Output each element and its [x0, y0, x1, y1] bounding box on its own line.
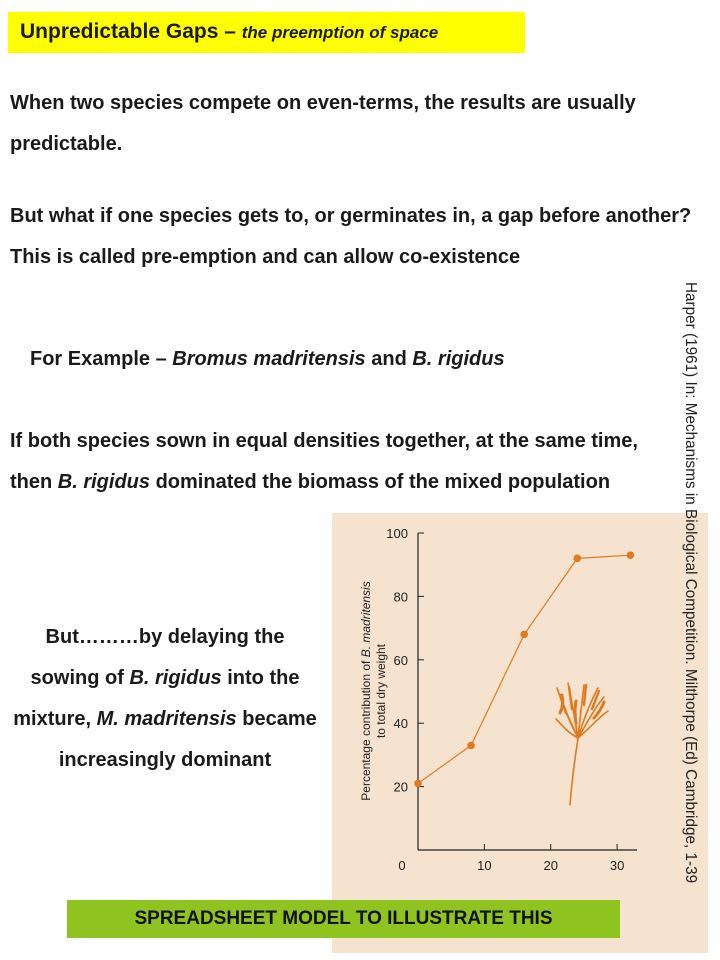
- dominance-chart: [332, 513, 708, 953]
- paragraph-predictable: When two species compete on even-terms, the results are usually predictable.: [10, 92, 636, 155]
- paragraph-equal-densities: [10, 421, 670, 503]
- x-tick-label: 30: [609, 858, 625, 873]
- example-species-1: Bromus madritensis: [172, 348, 366, 370]
- example-line: [30, 348, 505, 371]
- p3-before: If both species sown in equal densities together, at the same time, then: [10, 430, 638, 493]
- data-point: [414, 780, 422, 788]
- example-species-2: B. rigidus: [412, 348, 505, 370]
- slide-title: [20, 20, 438, 44]
- series-points: [414, 551, 634, 787]
- p3-after: dominated the biomass of the mixed population: [155, 471, 611, 493]
- y-axis-label: [359, 581, 388, 800]
- ylabel-species: B. madritensis: [359, 581, 373, 658]
- data-point: [520, 631, 528, 639]
- spreadsheet-model-label: SPREADSHEET MODEL TO ILLUSTRATE THIS: [134, 908, 553, 929]
- example-prefix: For Example –: [30, 348, 167, 370]
- series-line-madritensis: [418, 555, 630, 783]
- axis-ticks: [418, 533, 617, 850]
- ylabel-line1: Percentage contribution of: [359, 660, 373, 801]
- paragraph-preemption: But what if one species gets to, or germinates in, a gap before another? This is called pre-emption and can allow co-existence: [10, 205, 692, 268]
- but-species-1: B. rigidus: [129, 667, 222, 689]
- grass-illustration: [556, 683, 608, 805]
- tick-labels: [386, 526, 624, 873]
- p3-species: B. rigidus: [57, 471, 151, 493]
- data-point: [467, 742, 475, 750]
- title-subtitle: the preemption of space: [241, 23, 439, 42]
- y-tick-label: 80: [393, 589, 408, 605]
- svg-text:Percentage contribution of B.: [359, 581, 373, 800]
- data-point: [573, 555, 581, 563]
- but-part3: became increasingly dominant: [58, 708, 317, 771]
- example-and: and: [371, 348, 407, 370]
- citation: [672, 282, 708, 944]
- ylabel-line2: to total dry weight: [374, 643, 388, 739]
- y-tick-label: 60: [393, 652, 408, 668]
- x-tick-label: 0: [398, 858, 406, 873]
- delayed-sowing-text: [10, 617, 320, 781]
- title-main: Unpredictable Gaps –: [20, 20, 236, 43]
- citation-text: Harper (1961) In: Mechanisms in Biological Competition. Milthorpe (Ed) Cambridge, 1-39: [682, 282, 699, 884]
- but-species-2: M. madritensis: [96, 708, 237, 730]
- but-part1: But………by delaying the sowing of: [30, 626, 285, 689]
- but-part2: into the mixture,: [13, 667, 300, 730]
- y-tick-label: 20: [393, 779, 408, 795]
- x-tick-label: 20: [543, 858, 558, 873]
- x-tick-label: 10: [477, 858, 492, 873]
- y-tick-label: 40: [393, 716, 408, 732]
- y-tick-label: 100: [386, 526, 408, 541]
- data-point: [627, 551, 635, 559]
